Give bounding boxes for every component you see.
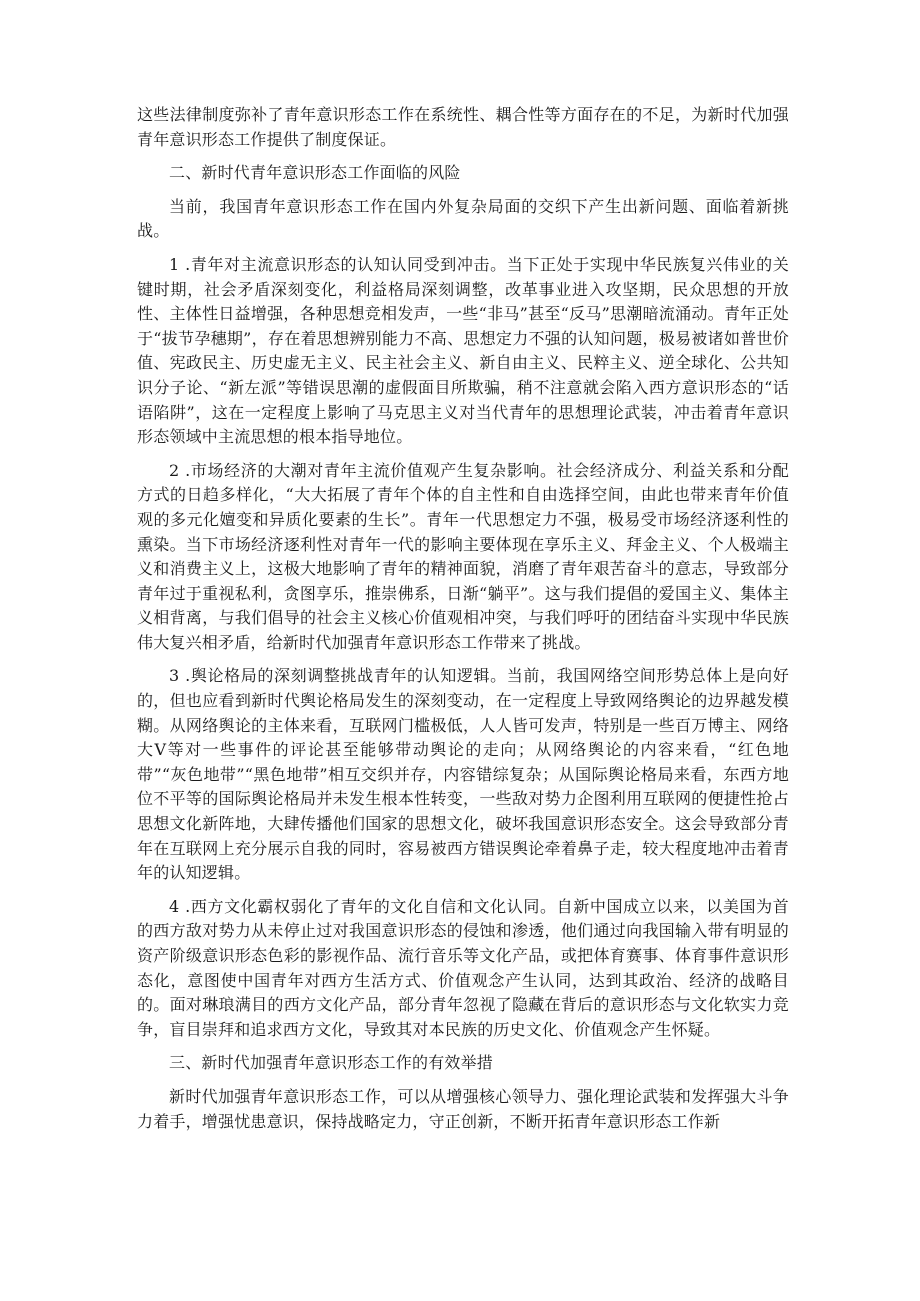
paragraph-intro: 这些法律制度弥补了青年意识形态工作在系统性、耦合性等方面存在的不足，为新时代加强青年意识形态工作提供了制度保证。 <box>137 105 789 149</box>
list-item-1 <box>137 253 789 450</box>
list-item-3 <box>137 664 789 885</box>
list-item-text: .西方文化霸权弱化了青年的文化自信和文化认同。自新中国成立以来，以美国为首的西方敌对势力从未停止过对我国意识形态的侵蚀和渗透，他们通过向我国输入带有明显的资产阶级意识形态色彩的影视作品、流行音乐等文化产品，或把体育赛事、体育事件意识形态化，意图使中国青年对西方生活方式、价值观念产生认同，达到其政治、经济的战略目的。面对琳琅满目的西方文化产品，部分青年忽视了隐藏在背后的意识形态与文化软实力竞争，盲目崇拜和追求西方文化，导致其对本民族的历史文化、价值观念产生怀疑。 <box>137 896 789 1039</box>
document-page <box>137 103 789 1143</box>
paragraph-section-3-intro: 新时代加强青年意识形态工作，可以从增强核心领导力、强化理论武装和发挥强大斗争力着手，增强忧患意识，保持战略定力，守正创新，不断开拓青年意识形态工作新 <box>137 1086 789 1131</box>
list-item-number: 4 <box>169 896 180 916</box>
list-item-text: .舆论格局的深刻调整挑战青年的认知逻辑。当前，我国网络空间形势总体上是向好的，但也应看到新时代舆论格局发生的深刻变动，在一定程度上导致网络舆论的边界越发模糊。从网络舆论的主体来看，互联网门槛极低，人人皆可发声，特别是一些百万博主、网络大V等对一些事件的评论甚至能够带动舆论的走向；从网络舆论的内容来看，“红色地带”“灰色地带”“黑色地带”相互交织并存，内容错综复杂；从国际舆论格局来看，东西方地位不平等的国际舆论格局并未发生根本性转变，一些敌对势力企图利用互联网的便捷性抢占思想文化新阵地，大肆传播他们国家的思想文化，破坏我国意识形态安全。这会导致部分青年在互联网上充分展示自我的同时，容易被西方错误舆论牵着鼻子走，较大程度地冲击着青年的认知逻辑。 <box>137 666 789 883</box>
section-heading-2: 二、新时代青年意识形态工作面临的风险 <box>169 163 461 183</box>
list-item-number: 1 <box>169 254 180 274</box>
list-item-4 <box>137 895 789 1043</box>
list-item-text: .市场经济的大潮对青年主流价值观产生复杂影响。社会经济成分、利益关系和分配方式的日趋多样化，“大大拓展了青年个体的自主性和自由选择空间，由此也带来青年价值观的多元化嬗变和异质化要素的生长”。青年一代思想定力不强，极易受市场经济逐利性的熏染。当下市场经济逐利性对青年一代的影响主要体现在享乐主义、拜金主义、个人极端主义和消费主义上，这极大地影响了青年的精神面貌，消磨了青年艰苦奋斗的意志，导致部分青年过于重视私利，贪图享乐，推崇佛系，日渐“躺平”。这与我们提倡的爱国主义、集体主义相背离，与我们倡导的社会主义核心价值观相冲突，与我们呼吁的团结奋斗实现中华民族伟大复兴相矛盾，给新时代加强青年意识形态工作带来了挑战。 <box>137 460 789 652</box>
list-item-text: .青年对主流意识形态的认知认同受到冲击。当下正处于实现中华民族复兴伟业的关键时期，社会矛盾深刻变化，利益格局深刻调整，改革事业进入攻坚期，民众思想的开放性、主体性日益增强，各种思想竞相发声，一些“非马”甚至“反马”思潮暗流涌动。青年正处于“拔节孕穗期”，存在着思想辨别能力不高、思想定力不强的认知问题，极易被诸如普世价值、宪政民主、历史虚无主义、民主社会主义、新自由主义、民粹主义、逆全球化、公共知识分子论、“新左派”等错误思潮的虚假面目所欺骗，稍不注意就会陷入西方意识形态的“话语陷阱”，这在一定程度上影响了马克思主义对当代青年的思想理论武装，冲击着青年意识形态领域中主流思想的根本指导地位。 <box>137 254 789 447</box>
list-item-2 <box>137 459 789 656</box>
list-item-number: 2 <box>169 460 180 480</box>
section-heading-3: 三、新时代加强青年意识形态工作的有效举措 <box>169 1053 494 1073</box>
paragraph-section-2-intro: 当前，我国青年意识形态工作在国内外复杂局面的交织下产生出新问题、面临着新挑战。 <box>137 196 789 241</box>
list-item-number: 3 <box>169 666 180 686</box>
